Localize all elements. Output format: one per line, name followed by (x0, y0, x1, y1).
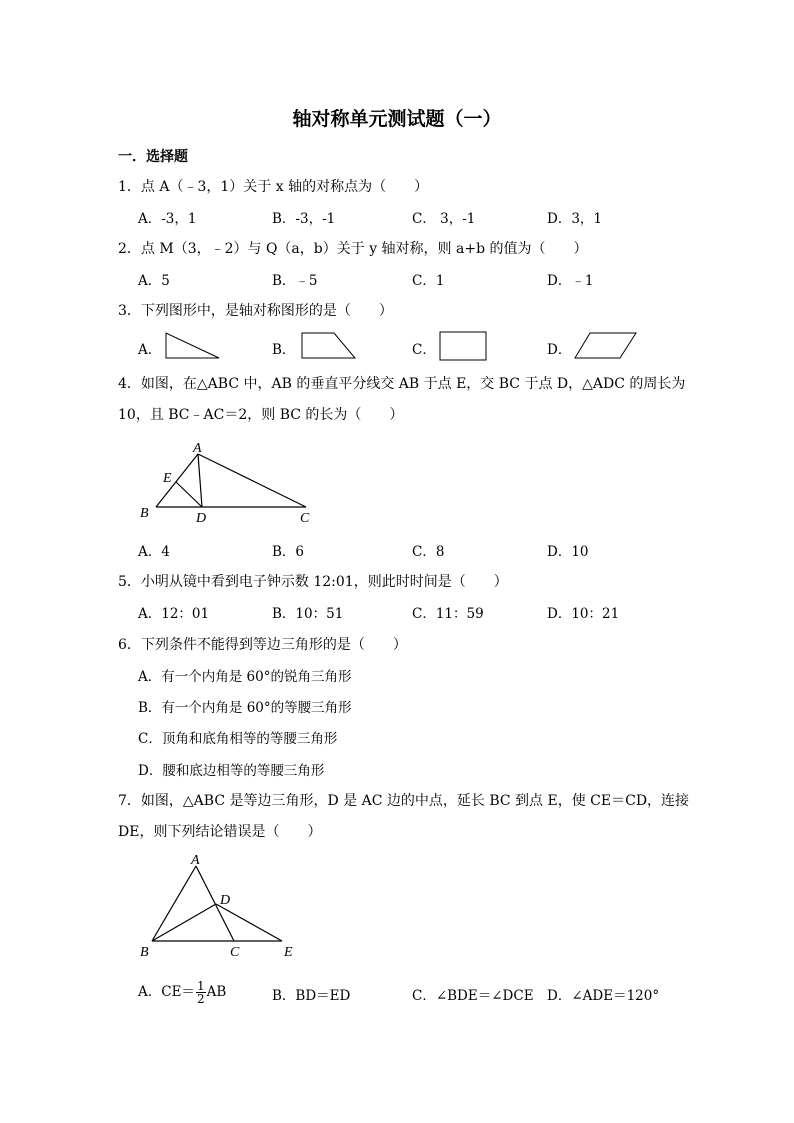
q3-option-b[interactable]: B． (272, 342, 296, 358)
rectangle-shape (438, 330, 490, 362)
q2-option-d[interactable]: D．﹣1 (547, 273, 594, 289)
q4-label-e: E (163, 471, 172, 486)
q5-option-a[interactable]: A．12：01 (138, 606, 210, 622)
q7-option-a[interactable] (138, 980, 226, 1005)
q4-triangle-figure (134, 436, 324, 530)
q4-label-c: C (300, 511, 310, 526)
q7-option-c[interactable]: C．∠BDE＝∠DCE (412, 988, 534, 1004)
question-2: 2．点 M（3，﹣2）与 Q（a，b）关于 y 轴对称，则 a+b 的值为（ ） (118, 241, 588, 257)
question-7-line-2: DE，则下列结论错误是（ ） (118, 824, 322, 840)
q7-triangle-figure (134, 850, 304, 962)
q7-label-d: D (220, 893, 231, 908)
right-triangle-shape (164, 331, 222, 361)
q4-label-b: B (140, 506, 149, 521)
q1-option-d[interactable]: D．3，1 (547, 211, 603, 227)
q5-option-c[interactable]: C．11：59 (412, 606, 484, 622)
parallelogram-shape (572, 331, 640, 361)
section-heading: 一．选择题 (118, 149, 188, 165)
question-5: 5．小明从镜中看到电子钟示数 12:01，则此时时间是（ ） (118, 574, 508, 590)
q7-option-d[interactable]: D．∠ADE＝120° (547, 988, 660, 1004)
q6-option-d[interactable]: D．腰和底边相等的等腰三角形 (138, 763, 325, 779)
q2-option-a[interactable]: A．5 (138, 273, 170, 289)
question-1: 1．点 A（﹣3，1）关于 x 轴的对称点为（ ） (118, 179, 429, 195)
trapezoid-shape (298, 331, 358, 361)
question-6: 6．下列条件不能得到等边三角形的是（ ） (118, 637, 407, 653)
q5-option-d[interactable]: D．10：21 (547, 606, 620, 622)
q3-option-c[interactable]: C． (412, 342, 436, 358)
q3-option-a[interactable]: A． (138, 342, 162, 358)
question-3: 3．下列图形中，是轴对称图形的是（ ） (118, 303, 393, 319)
q4-option-b[interactable]: B．6 (272, 544, 305, 560)
fraction-denominator: 2 (196, 992, 205, 1006)
q4-label-a: A (193, 441, 202, 456)
q6-option-c[interactable]: C．顶角和底角相等的等腰三角形 (138, 731, 338, 747)
q7-option-b[interactable]: B．BD＝ED (272, 988, 351, 1004)
page-title: 轴对称单元测试题（一） (292, 108, 502, 130)
q2-option-b[interactable]: B．﹣5 (272, 273, 318, 289)
q7-label-c: C (230, 945, 240, 960)
fraction-numerator: 1 (196, 979, 205, 993)
q6-option-a[interactable]: A．有一个内角是 60°的锐角三角形 (138, 669, 352, 685)
q2-option-c[interactable]: C．1 (412, 273, 445, 289)
q7-option-a-suffix: AB (206, 984, 227, 1000)
q4-label-d: D (196, 511, 207, 526)
fraction-one-half (196, 980, 206, 1005)
q1-option-a[interactable]: A．-3，1 (138, 211, 197, 227)
q1-option-c[interactable]: C． 3，-1 (412, 211, 476, 227)
q7-label-e: E (284, 945, 293, 960)
q1-option-b[interactable]: B．-3，-1 (272, 211, 336, 227)
q4-option-c[interactable]: C．8 (412, 544, 445, 560)
question-4-line-1: 4．如图，在△ABC 中，AB 的垂直平分线交 AB 于点 E，交 BC 于点 D，△ADC 的周长为 (118, 376, 686, 392)
q4-option-d[interactable]: D．10 (547, 544, 589, 560)
q7-label-a: A (191, 853, 200, 868)
q6-option-b[interactable]: B．有一个内角是 60°的等腰三角形 (138, 700, 352, 716)
q7-label-b: B (140, 945, 149, 960)
question-4-line-2: 10，且 BC﹣AC＝2，则 BC 的长为（ ） (118, 407, 404, 423)
q3-option-d[interactable]: D． (547, 342, 572, 358)
question-7-line-1: 7．如图，△ABC 是等边三角形，D 是 AC 边的中点，延长 BC 到点 E，使 CE＝CD，连接 (118, 793, 690, 809)
q7-option-a-prefix: A．CE＝ (138, 984, 195, 1000)
q5-option-b[interactable]: B．10：51 (272, 606, 344, 622)
q4-option-a[interactable]: A．4 (138, 544, 170, 560)
